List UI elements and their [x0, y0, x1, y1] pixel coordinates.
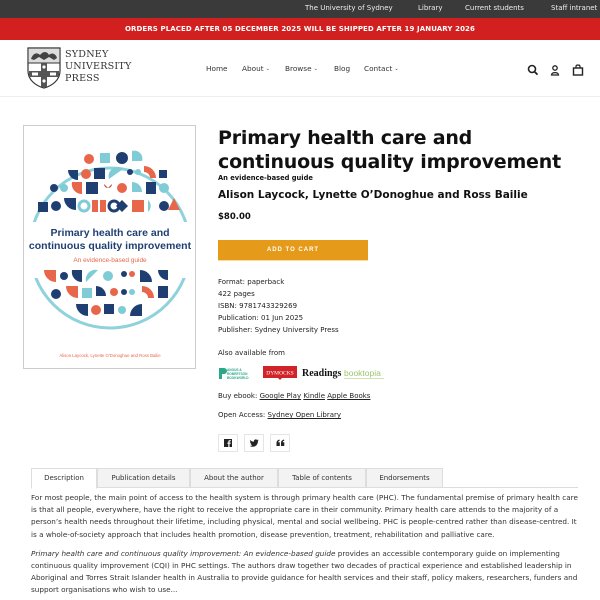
- retailer-readings-label: Readings: [302, 368, 342, 379]
- retailer-logos: [218, 365, 388, 381]
- buy-ebook: [218, 392, 370, 400]
- product-meta: [218, 276, 339, 336]
- tab-table-of-contents[interactable]: Table of contents: [278, 468, 366, 488]
- promo-banner: ORDERS PLACED AFTER 05 DECEMBER 2025 WILL BE SHIPPED AFTER 19 JANUARY 2026: [0, 18, 600, 40]
- account-icon[interactable]: [549, 62, 561, 76]
- cover-title-line-2: continuous quality improvement: [28, 240, 192, 252]
- open-access-label: Open Access:: [218, 411, 266, 419]
- cover-subtitle: An evidence-based guide: [73, 257, 147, 264]
- product-authors: Alison Laycock, Lynette O’Donoghue and Ross Bailie: [218, 189, 528, 201]
- nav-about[interactable]: [242, 64, 270, 73]
- logo-line-3: PRESS: [65, 73, 100, 84]
- meta-pages: 422 pages: [218, 290, 255, 298]
- ebook-link-google-play[interactable]: Google Play: [259, 392, 302, 400]
- chevron-down-icon: ⌄: [265, 66, 270, 72]
- retailer-ar-line-2: ROBERTSON: [227, 372, 248, 376]
- cover-pattern-top: [38, 151, 180, 212]
- description-paragraph-2-text: provides an accessible contemporary guide on implementing continuous quality improvement (CQI) in PHC settings. The authors draw together two decades of practical experience and established leadership in Aboriginal and Torres Strait Islander health in Australia to provide guidance for health services and their staff, policy makers, researchers, funders and support organisations who wish to use...: [31, 548, 578, 595]
- utility-link-staff-intranet[interactable]: Staff intranet: [551, 4, 598, 12]
- product-tabs: [31, 468, 578, 488]
- nav-blog[interactable]: [334, 64, 350, 73]
- retailer-dymocks[interactable]: [263, 365, 297, 379]
- ebook-link-kindle[interactable]: Kindle: [303, 392, 325, 400]
- nav-browse[interactable]: [285, 64, 318, 73]
- site-header: [0, 40, 600, 97]
- retailer-dymocks-label: DYMOCKS: [266, 370, 294, 377]
- nav-contact[interactable]: [364, 64, 399, 73]
- tab-publication-details[interactable]: Publication details: [97, 468, 190, 488]
- retailer-booktopia[interactable]: [344, 365, 386, 379]
- nav-home[interactable]: [206, 64, 228, 73]
- add-to-cart-button[interactable]: ADD TO CART: [218, 240, 368, 260]
- utility-link-university[interactable]: The University of Sydney: [305, 4, 393, 12]
- quote-icon: [276, 439, 285, 447]
- meta-format: Format: paperback: [218, 278, 285, 286]
- share-twitter-button[interactable]: [244, 434, 264, 452]
- product-subtitle: An evidence-based guide: [218, 174, 313, 182]
- facebook-icon: [224, 439, 232, 447]
- nav-contact-label: Contact: [364, 64, 393, 73]
- retailer-angus-robertson[interactable]: [218, 365, 258, 379]
- description-paragraph-2: [31, 548, 579, 597]
- nav-home-label: Home: [206, 64, 228, 73]
- main-nav: [0, 64, 600, 76]
- nav-blog-label: Blog: [334, 64, 351, 73]
- twitter-icon: [250, 439, 259, 447]
- utility-link-current-students[interactable]: Current students: [465, 4, 524, 12]
- nav-about-label: About: [242, 64, 264, 73]
- chevron-down-icon: ⌄: [313, 66, 318, 72]
- search-icon[interactable]: [527, 62, 539, 76]
- meta-isbn: ISBN: 9781743329269: [218, 302, 298, 310]
- book-cover[interactable]: [23, 125, 196, 369]
- meta-publication: Publication: 01 Jun 2025: [218, 314, 304, 322]
- product-price: $80.00: [218, 212, 251, 222]
- logo-line-1: SYDNEY: [65, 49, 109, 60]
- cover-pattern-bottom: [44, 270, 168, 316]
- tab-endorsements[interactable]: Endorsements: [366, 468, 443, 488]
- tab-about-the-author[interactable]: About the author: [190, 468, 278, 488]
- product-title: Primary health care and continuous quality improvement: [218, 127, 561, 173]
- buy-ebook-label: Buy ebook:: [218, 392, 258, 400]
- description-paragraph-1: For most people, the main point of access to the health system is through primary health care (PHC). The fundamental premise of primary health care is that all people, everywhere, have the right to receive the appropriate care in their community. Primary health care attends to the majority of a person’s health needs throughout their lifetime, including physical, mental and social wellbeing. PHC is people-centred rather than disease-centred. It is a whole-of-society approach that includes health promotion, disease prevention, treatment, rehabilitation and palliative care.: [31, 493, 578, 539]
- nav-browse-label: Browse: [285, 64, 312, 73]
- tab-description[interactable]: Description: [31, 468, 97, 489]
- description-panel: [31, 492, 579, 600]
- cover-artwork: [24, 126, 196, 369]
- open-access: [218, 411, 341, 419]
- utility-bar: [0, 0, 600, 18]
- retailer-ar-line-1: ANGUS &: [227, 368, 242, 372]
- cart-icon[interactable]: [572, 62, 584, 76]
- utility-link-library[interactable]: Library: [418, 4, 443, 12]
- retailer-ar-line-3: BOOKWORLD: [227, 376, 249, 380]
- description-book-title: Primary health care and continuous quality improvement: An evidence-based guide: [31, 548, 336, 558]
- retailer-readings[interactable]: [302, 365, 342, 379]
- share-cite-button[interactable]: [270, 434, 290, 452]
- chevron-down-icon: ⌄: [394, 66, 399, 72]
- open-access-link[interactable]: Sydney Open Library: [267, 411, 342, 419]
- share-facebook-button[interactable]: [218, 434, 238, 452]
- cover-authors: Alison Laycock, Lynette O'Donoghue and Ross Bailie: [59, 353, 161, 358]
- cover-title-line-1: Primary health care and: [50, 227, 170, 239]
- meta-publisher: Publisher: Sydney University Press: [218, 326, 339, 334]
- ebook-link-apple-books[interactable]: Apple Books: [327, 392, 371, 400]
- logo-line-2: UNIVERSITY: [65, 61, 132, 72]
- retailer-booktopia-label: booktopia: [344, 368, 381, 378]
- also-available-label: Also available from: [218, 349, 285, 357]
